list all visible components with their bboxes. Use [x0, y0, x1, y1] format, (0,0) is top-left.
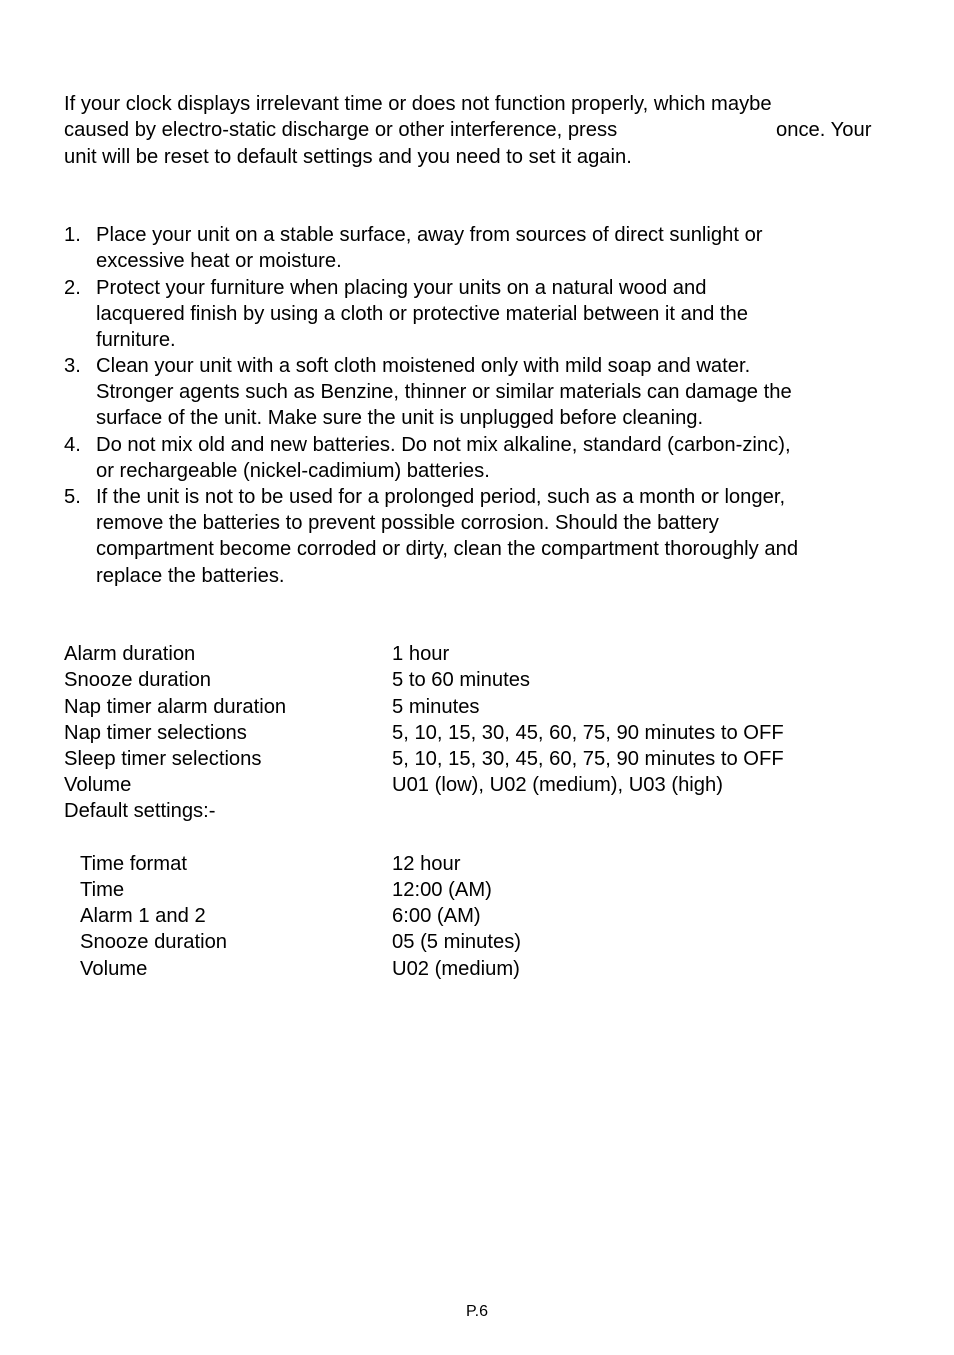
list-text: surface of the unit. Make sure the unit is unplugged before cleaning. [96, 407, 704, 429]
default-value: 12 hour [392, 853, 461, 875]
spec-value: 5, 10, 15, 30, 45, 60, 75, 90 minutes to OFF [392, 748, 784, 770]
default-label: Time format [80, 853, 187, 875]
list-number: 5. [64, 486, 81, 508]
list-text: Clean your unit with a soft cloth moistened only with mild soap and water. [96, 355, 751, 377]
list-text: If the unit is not to be used for a prolonged period, such as a month or longer, [96, 486, 786, 508]
list-text: Do not mix old and new batteries. Do not mix alkaline, standard (carbon-zinc), [96, 434, 791, 456]
default-value: U02 (medium) [392, 958, 520, 980]
reset-line-2: caused by electro-static discharge or other interference, press [64, 119, 618, 141]
list-number: 1. [64, 224, 81, 246]
list-text: furniture. [96, 329, 176, 351]
default-label: Volume [80, 958, 148, 980]
list-text: or rechargeable (nickel-cadimium) batteries. [96, 460, 490, 482]
spec-value: U01 (low), U02 (medium), U03 (high) [392, 774, 723, 796]
list-text: Protect your furniture when placing your units on a natural wood and [96, 277, 707, 299]
default-value: 12:00 (AM) [392, 879, 492, 901]
list-text: Stronger agents such as Benzine, thinner or similar materials can damage the [96, 381, 792, 403]
spec-value: 5, 10, 15, 30, 45, 60, 75, 90 minutes to OFF [392, 722, 784, 744]
default-label: Alarm 1 and 2 [80, 905, 206, 927]
default-label: Time [80, 879, 125, 901]
list-number: 4. [64, 434, 81, 456]
list-text: remove the batteries to prevent possible corrosion. Should the battery [96, 512, 719, 534]
spec-label: Alarm duration [64, 643, 196, 665]
spec-value: 5 minutes [392, 696, 480, 718]
spec-label: Nap timer alarm duration [64, 696, 287, 718]
page-number: P.6 [466, 1303, 488, 1320]
spec-value: 5 to 60 minutes [392, 669, 531, 691]
spec-label: Snooze duration [64, 669, 212, 691]
default-label: Snooze duration [80, 931, 228, 953]
spec-label: Sleep timer selections [64, 748, 262, 770]
reset-line-3: unit will be reset to default settings and you need to set it again. [64, 146, 632, 168]
default-value: 05 (5 minutes) [392, 931, 522, 953]
list-number: 3. [64, 355, 81, 377]
spec-label: Nap timer selections [64, 722, 247, 744]
reset-line-1: If your clock displays irrelevant time or does not function properly, which maybe [64, 93, 772, 115]
list-text: lacquered finish by using a cloth or protective material between it and the [96, 303, 748, 325]
list-number: 2. [64, 277, 81, 299]
list-text: compartment become corroded or dirty, clean the compartment thoroughly and [96, 538, 799, 560]
list-text: Place your unit on a stable surface, away from sources of direct sunlight or [96, 224, 763, 246]
spec-value: 1 hour [392, 643, 450, 665]
list-text: replace the batteries. [96, 565, 285, 587]
default-value: 6:00 (AM) [392, 905, 481, 927]
spec-label: Volume [64, 774, 132, 796]
reset-line-2-tail: once. Your [776, 119, 872, 141]
list-text: excessive heat or moisture. [96, 250, 342, 272]
spec-label: Default settings:- [64, 800, 216, 822]
